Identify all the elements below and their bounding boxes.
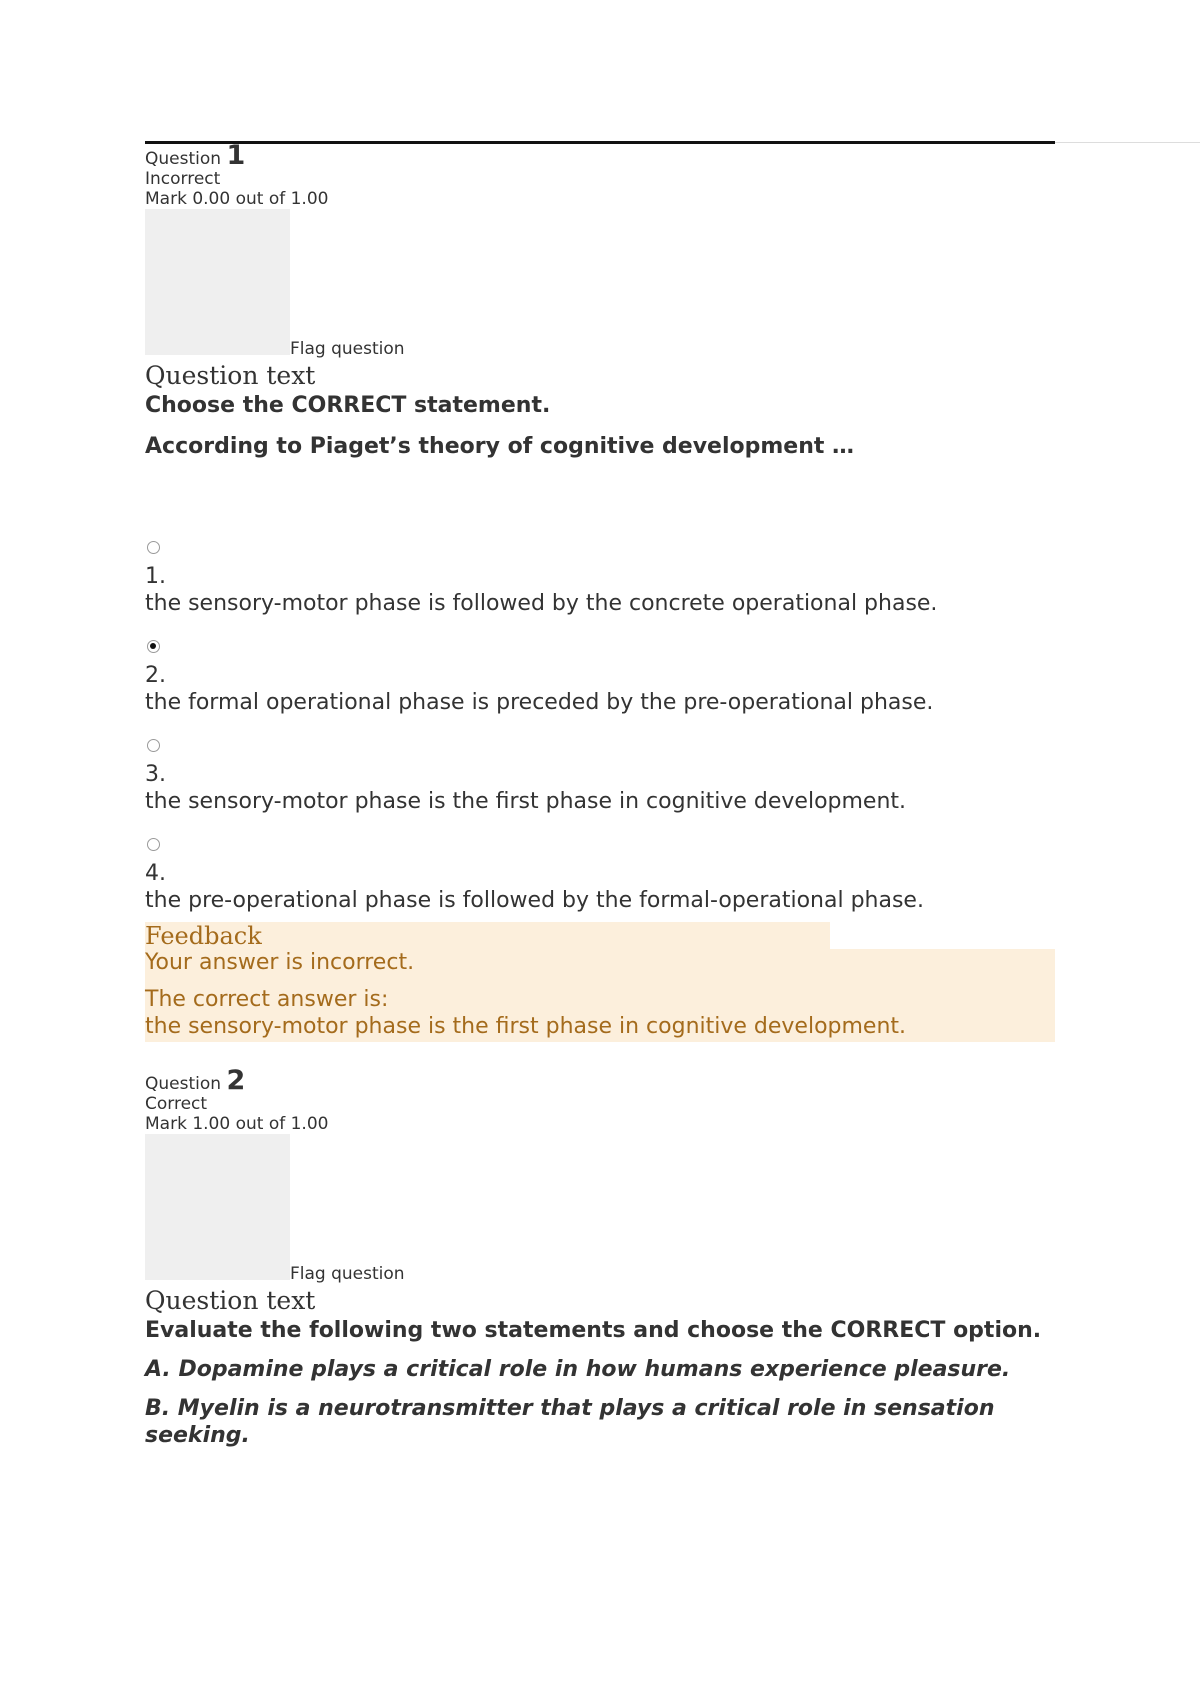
- radio-button[interactable]: [147, 541, 160, 554]
- flag-row: [145, 209, 1055, 362]
- feedback-title-bar: [145, 922, 830, 949]
- question-number-value: 2: [226, 1065, 246, 1096]
- question-1: [145, 140, 1055, 1042]
- answer-option-3[interactable]: [145, 732, 1055, 815]
- flag-question-link[interactable]: Flag question: [290, 339, 405, 359]
- question-stem-line: According to Piaget’s theory of cognitive development …: [145, 434, 855, 459]
- feedback-title: Feedback: [145, 922, 262, 950]
- feedback-correct-answer: the sensory-motor phase is the first phase in cognitive development.: [145, 1014, 907, 1039]
- feedback-panel: [145, 922, 1055, 1042]
- option-number: 1.: [145, 564, 166, 589]
- question-grade: Mark 1.00 out of 1.00: [145, 1114, 329, 1134]
- top-divider: [145, 141, 1055, 144]
- question-2: [145, 1065, 1055, 1461]
- answer-option-2[interactable]: [145, 633, 1055, 716]
- feedback-correct-label: The correct answer is:: [145, 987, 389, 1012]
- answer-options: [145, 534, 1055, 914]
- option-number: 3.: [145, 762, 166, 787]
- option-number: 2.: [145, 663, 166, 688]
- option-text: the sensory-motor phase is the first phase in cognitive development.: [145, 789, 907, 814]
- top-divider-extension: [1055, 142, 1200, 143]
- question-grade: Mark 0.00 out of 1.00: [145, 189, 329, 209]
- question-label: Question: [145, 149, 222, 169]
- radio-button[interactable]: [147, 838, 160, 851]
- question-text-heading: Question text: [145, 1286, 316, 1315]
- question-state: Correct: [145, 1094, 208, 1114]
- question-stem-line: Evaluate the following two statements and choose the CORRECT option.: [145, 1318, 1042, 1343]
- flag-icon[interactable]: [145, 1134, 290, 1280]
- answer-option-4[interactable]: [145, 831, 1055, 914]
- question-label: Question: [145, 1074, 222, 1094]
- flag-icon[interactable]: [145, 209, 290, 355]
- option-number: 4.: [145, 861, 166, 886]
- question-stem-line: Choose the CORRECT statement.: [145, 393, 551, 418]
- option-text: the sensory-motor phase is followed by the concrete operational phase.: [145, 591, 938, 616]
- option-text: the pre-operational phase is followed by the formal-operational phase.: [145, 888, 924, 913]
- question-text-heading: Question text: [145, 361, 316, 390]
- statement-a: A. Dopamine plays a critical role in how humans experience pleasure.: [145, 1357, 1011, 1382]
- question-number-value: 1: [226, 140, 246, 171]
- question-number: [145, 1065, 1055, 1096]
- feedback-status: Your answer is incorrect.: [145, 950, 415, 975]
- flag-row: [145, 1134, 1055, 1287]
- option-text: the formal operational phase is preceded by the pre-operational phase.: [145, 690, 934, 715]
- answer-option-1[interactable]: [145, 534, 1055, 617]
- statement-b: B. Myelin is a neurotransmitter that plays a critical role in sensation seeking.: [145, 1396, 995, 1448]
- question-state: Incorrect: [145, 169, 221, 189]
- radio-button[interactable]: [147, 739, 160, 752]
- feedback-body: [145, 949, 1055, 1042]
- question-number: [145, 140, 1055, 171]
- radio-button-selected[interactable]: [147, 640, 160, 653]
- flag-question-link[interactable]: Flag question: [290, 1264, 405, 1284]
